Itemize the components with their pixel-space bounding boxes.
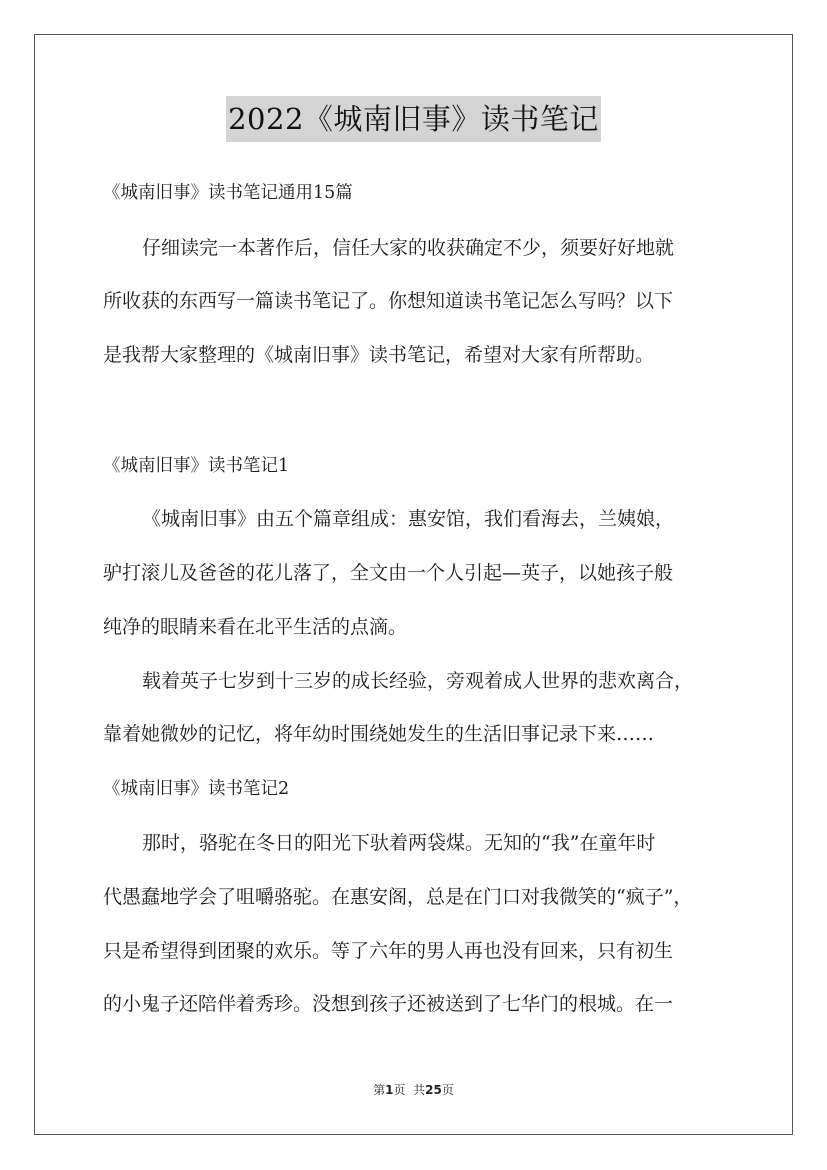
document-title: 2022《城南旧事》读书笔记: [226, 96, 601, 142]
title-container: [0, 96, 827, 142]
section-2-line-2: 代愚蠢地学会了咀嚼骆驼。在惠安阁，总是在门口对我微笑的“疯子”，: [103, 886, 693, 908]
section-2-line-3: 只是希望得到团聚的欢乐。等了六年的男人再也没有回来，只有初生: [103, 940, 674, 962]
section-2-line-1: 那时，骆驼在冬日的阳光下驮着两袋煤。无知的“我”在童年时: [142, 832, 656, 854]
footer-page-prefix: 第: [373, 1083, 386, 1097]
section-1-line-4: 载着英子七岁到十三岁的成长经验，旁观着成人世界的悲欢离合，: [142, 670, 694, 692]
footer-page-suffix: 页: [441, 1083, 454, 1097]
document-subtitle: 《城南旧事》读书笔记通用15篇: [103, 183, 353, 203]
section-2-line-4: 的小鬼子还陪伴着秀珍。没想到孩子还被送到了七华门的根城。在一: [103, 993, 674, 1015]
section-1-line-1: 《城南旧事》由五个篇章组成：惠安馆，我们看海去，兰姨娘，: [142, 508, 675, 530]
section-1-line-5: 靠着她微妙的记忆，将年幼时围绕她发生的生活旧事记录下来……: [103, 723, 655, 745]
section-1-line-3: 纯净的眼睛来看在北平生活的点滴。: [103, 616, 408, 638]
page-footer: [0, 1082, 827, 1098]
section-1-line-2: 驴打滚儿及爸爸的花儿落了，全文由一个人引起—英子，以她孩子般: [103, 562, 674, 584]
section-2-heading: 《城南旧事》读书笔记2: [103, 779, 290, 799]
footer-page-number: 1: [385, 1083, 394, 1097]
intro-line-3: 是我帮大家整理的《城南旧事》读书笔记，希望对大家有所帮助。: [103, 344, 655, 366]
intro-line-1: 仔细读完一本著作后，信任大家的收获确定不少，须要好好地就: [142, 237, 675, 259]
intro-line-2: 所收获的东西写一篇读书笔记了。你想知道读书笔记怎么写吗？以下: [103, 290, 674, 312]
section-1-heading: 《城南旧事》读书笔记1: [103, 456, 290, 476]
footer-page-mid: 页 共: [393, 1083, 426, 1097]
footer-page-total: 25: [425, 1083, 442, 1097]
